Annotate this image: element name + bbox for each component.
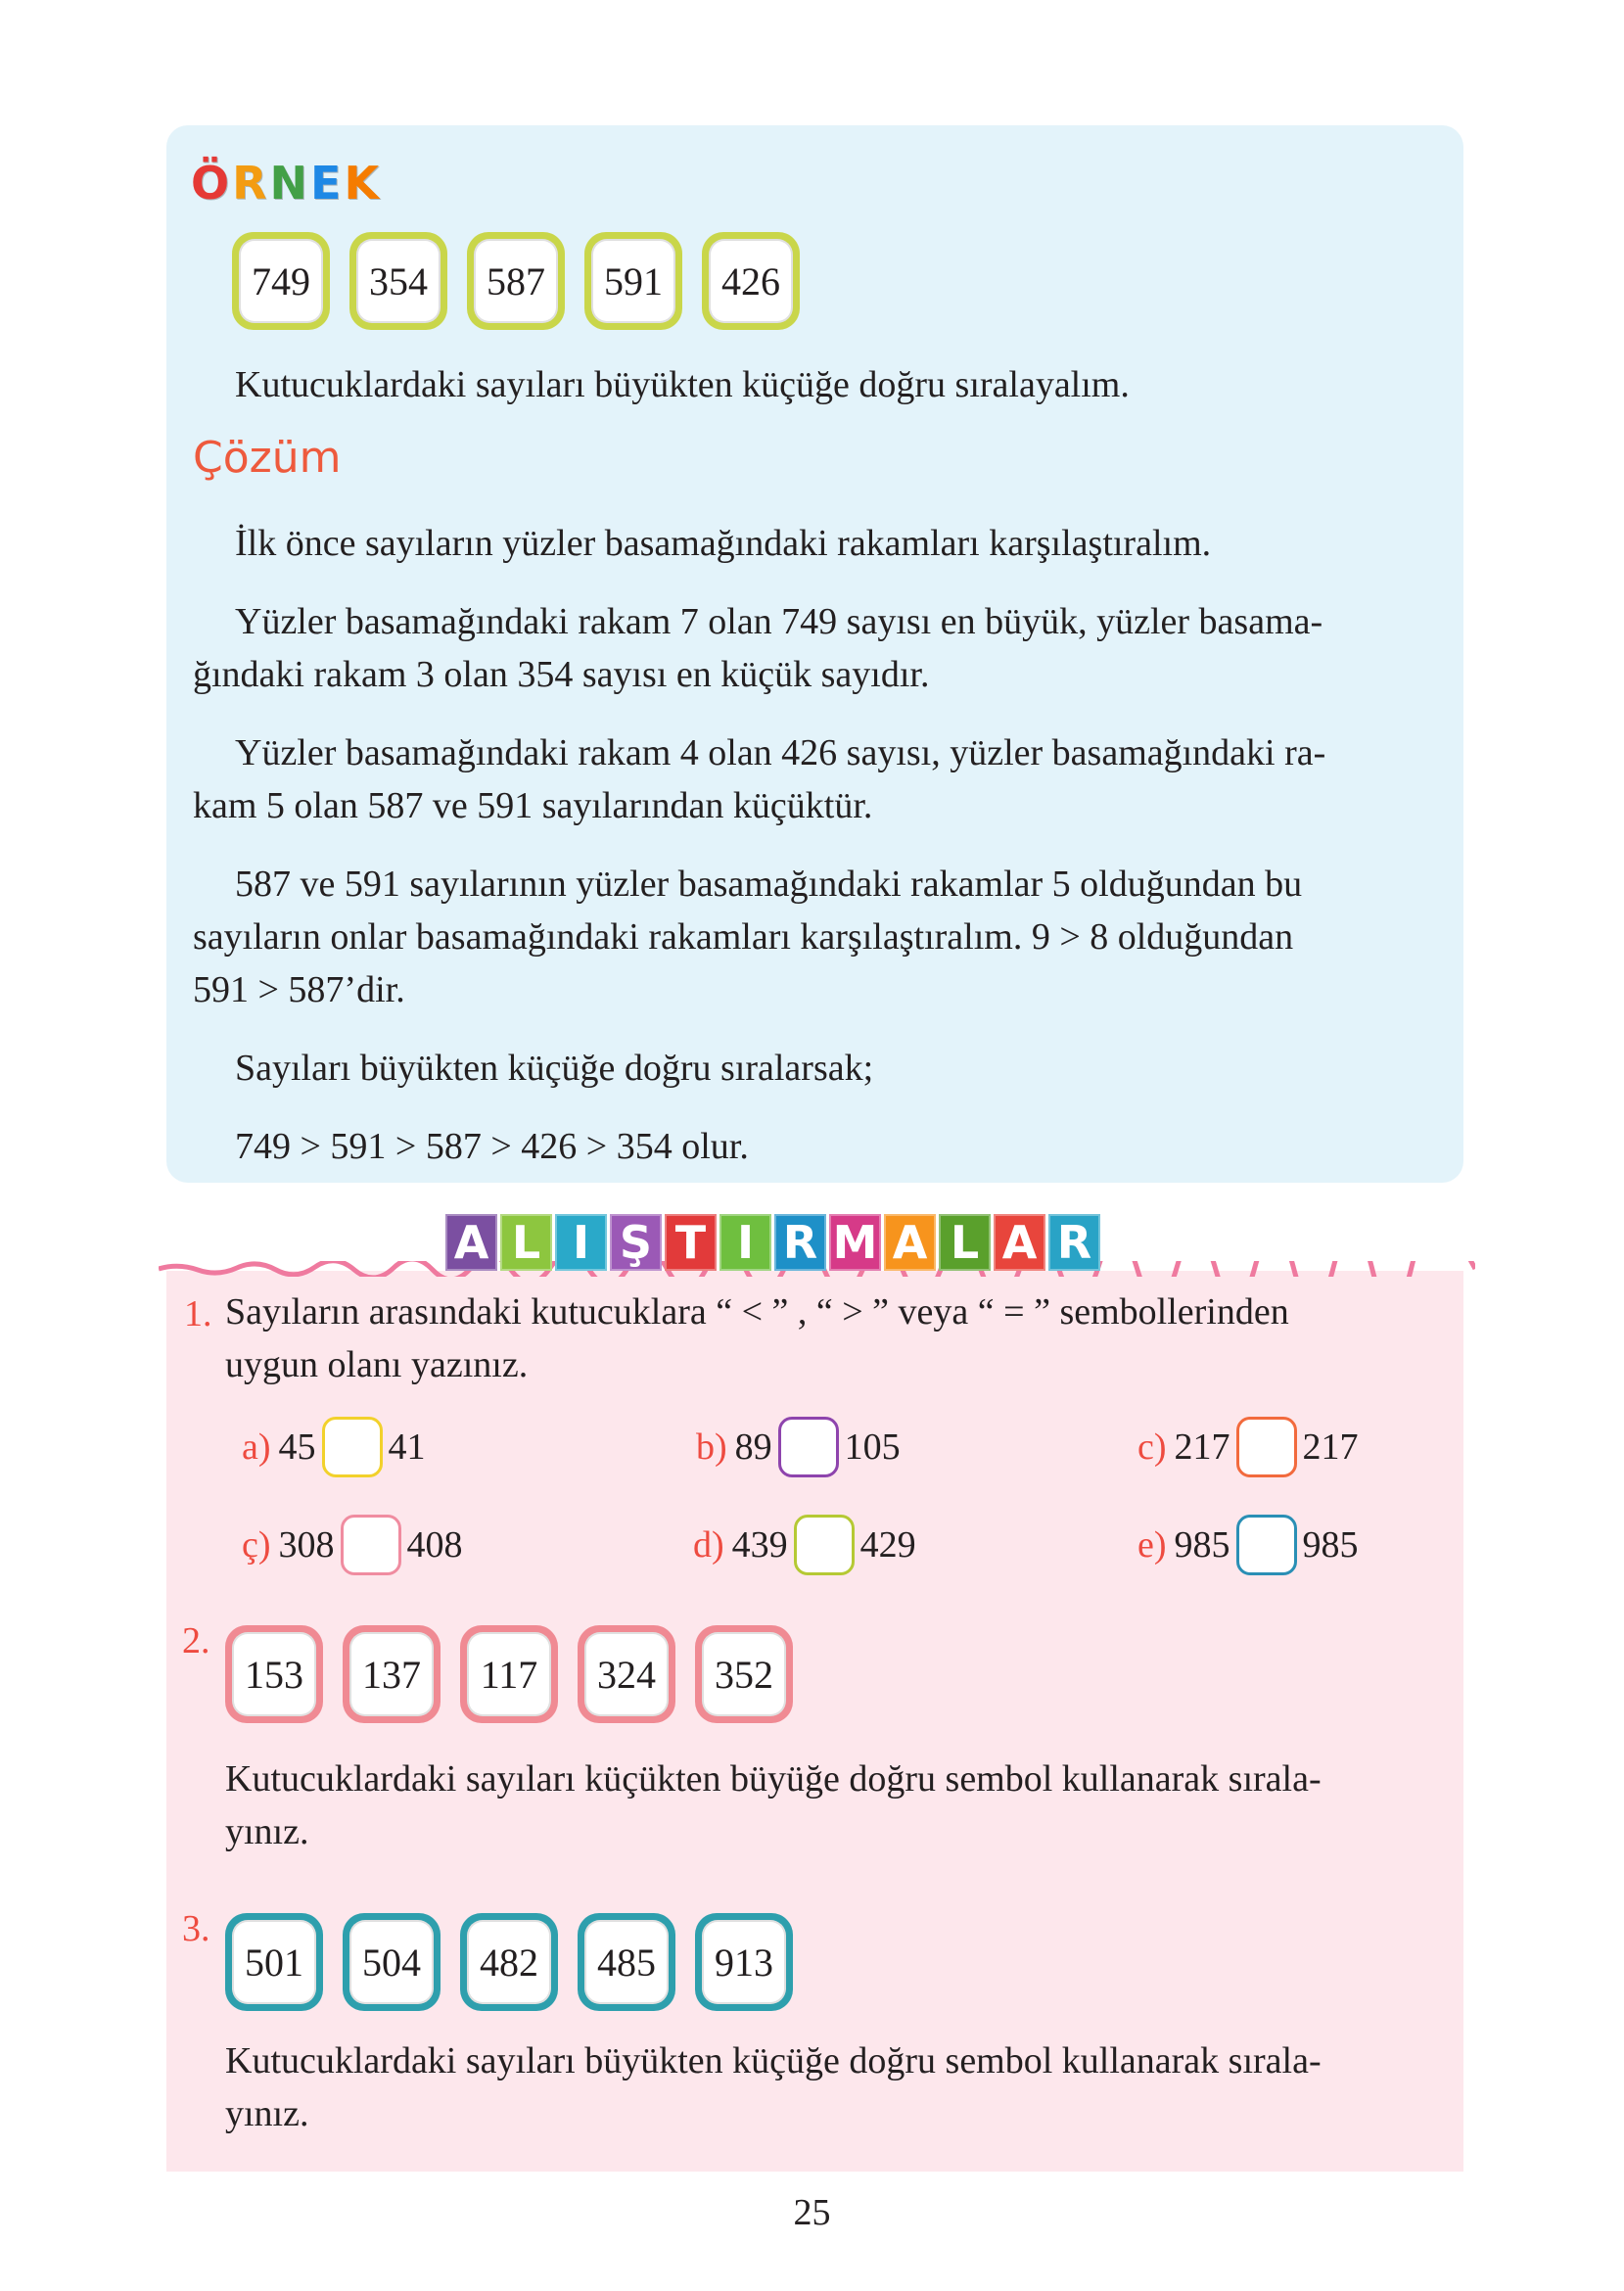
- comparison-item: [1137, 1516, 1359, 1574]
- solution-paragraph: sayıların onlar basamağındaki rakamları karşılaştıralım. 9 > 8 olduğundan: [193, 916, 1294, 958]
- number-box: [467, 232, 565, 330]
- question-text: Kutucuklardaki sayıları küçükten büyüğe doğru sembol kullanarak sırala-: [225, 1758, 1322, 1800]
- item-label: c): [1137, 1426, 1167, 1468]
- q2-number-boxes: [225, 1625, 793, 1723]
- ornek-letter: E: [310, 157, 345, 210]
- title-tile: M: [829, 1214, 881, 1271]
- left-number: 45: [278, 1426, 316, 1468]
- number-box-value: 354: [356, 239, 441, 323]
- item-label: a): [242, 1426, 271, 1468]
- exercises-title: [445, 1214, 1100, 1271]
- comparison-item: [242, 1418, 426, 1476]
- number-box: [695, 1913, 793, 2011]
- number-box: [225, 1913, 323, 2011]
- example-number-boxes: [232, 232, 800, 330]
- number-box-value: 324: [584, 1632, 669, 1716]
- answer-box[interactable]: [341, 1515, 401, 1575]
- left-number: 89: [734, 1426, 772, 1468]
- solution-paragraph: 749 > 591 > 587 > 426 > 354 olur.: [235, 1126, 749, 1167]
- title-tile: R: [774, 1214, 826, 1271]
- answer-box[interactable]: [322, 1417, 383, 1477]
- title-tile: L: [939, 1214, 991, 1271]
- number-box: [343, 1913, 441, 2011]
- title-tile: A: [884, 1214, 936, 1271]
- number-box-value: 913: [702, 1920, 786, 2004]
- number-box-value: 117: [467, 1632, 551, 1716]
- question-text: yınız.: [225, 1811, 309, 1852]
- solution-title: Çözüm: [193, 433, 342, 483]
- solution-paragraph: İlk önce sayıların yüzler basamağındaki rakamları karşılaştıralım.: [235, 523, 1212, 564]
- example-instruction: Kutucuklardaki sayıları büyükten küçüğe doğru sıralayalım.: [235, 364, 1130, 405]
- question-number: 1.: [184, 1293, 212, 1334]
- number-box: [578, 1913, 675, 2011]
- number-box-value: 426: [709, 239, 793, 323]
- comparison-item: [1137, 1418, 1359, 1476]
- left-number: 217: [1174, 1426, 1230, 1468]
- ornek-letter: Ö: [191, 157, 233, 210]
- right-number: 985: [1302, 1524, 1359, 1566]
- number-box: [584, 232, 682, 330]
- number-box-value: 153: [232, 1632, 316, 1716]
- solution-paragraph: 587 ve 591 sayılarının yüzler basamağındaki rakamlar 5 olduğundan bu: [235, 864, 1303, 905]
- question-text: uygun olanı yazınız.: [225, 1344, 529, 1385]
- number-box: [232, 232, 330, 330]
- title-tile: A: [445, 1214, 497, 1271]
- solution-paragraph: Sayıları büyükten küçüğe doğru sıralarsak;: [235, 1048, 874, 1089]
- number-box: [460, 1913, 558, 2011]
- item-label: e): [1137, 1524, 1167, 1566]
- question-number: 2.: [182, 1620, 210, 1661]
- question-text: Kutucuklardaki sayıları büyükten küçüğe doğru sembol kullanarak sırala-: [225, 2040, 1322, 2081]
- answer-box[interactable]: [794, 1515, 855, 1575]
- answer-box[interactable]: [1236, 1515, 1297, 1575]
- solution-paragraph: ğındaki rakam 3 olan 354 sayısı en küçük sayıdır.: [193, 654, 930, 695]
- right-number: 105: [844, 1426, 901, 1468]
- number-box-value: 501: [232, 1920, 316, 2004]
- left-number: 985: [1174, 1524, 1230, 1566]
- solution-paragraph: Yüzler basamağındaki rakam 7 olan 749 sayısı en büyük, yüzler basama-: [235, 601, 1323, 642]
- solution-paragraph: kam 5 olan 587 ve 591 sayılarından küçüktür.: [193, 785, 873, 826]
- number-box: [225, 1625, 323, 1723]
- q3-number-boxes: [225, 1913, 793, 2011]
- number-box-value: 587: [474, 239, 558, 323]
- number-box-value: 482: [467, 1920, 551, 2004]
- ornek-letter: K: [344, 157, 383, 210]
- right-number: 41: [388, 1426, 426, 1468]
- ornek-letter: N: [269, 157, 311, 210]
- comparison-item: [693, 1516, 916, 1574]
- solution-paragraph: Yüzler basamağındaki rakam 4 olan 426 sayısı, yüzler basamağındaki ra-: [235, 732, 1326, 773]
- number-box-value: 749: [239, 239, 323, 323]
- answer-box[interactable]: [1236, 1417, 1297, 1477]
- number-box-value: 137: [349, 1632, 434, 1716]
- comparison-item: [242, 1516, 463, 1574]
- answer-box[interactable]: [778, 1417, 839, 1477]
- number-box-value: 352: [702, 1632, 786, 1716]
- page-number: 25: [793, 2192, 831, 2233]
- left-number: 308: [278, 1524, 335, 1566]
- question-text: yınız.: [225, 2093, 309, 2134]
- number-box: [349, 232, 447, 330]
- title-tile: I: [555, 1214, 607, 1271]
- number-box: [695, 1625, 793, 1723]
- question-number: 3.: [182, 1908, 210, 1949]
- item-label: b): [696, 1426, 727, 1468]
- left-number: 439: [731, 1524, 788, 1566]
- right-number: 217: [1302, 1426, 1359, 1468]
- ornek-letter: R: [232, 157, 270, 210]
- title-tile: Ş: [610, 1214, 662, 1271]
- number-box: [702, 232, 800, 330]
- title-tile: T: [665, 1214, 717, 1271]
- title-tile: L: [500, 1214, 552, 1271]
- number-box: [343, 1625, 441, 1723]
- number-box-value: 504: [349, 1920, 434, 2004]
- title-tile: A: [994, 1214, 1045, 1271]
- number-box: [578, 1625, 675, 1723]
- title-tile: I: [719, 1214, 771, 1271]
- title-tile: R: [1048, 1214, 1100, 1271]
- right-number: 429: [859, 1524, 916, 1566]
- right-number: 408: [406, 1524, 463, 1566]
- question-text: Sayıların arasındaki kutucuklara “ < ” , “ > ” veya “ = ” sembollerinden: [225, 1291, 1289, 1333]
- solution-paragraph: 591 > 587’dir.: [193, 969, 405, 1010]
- comparison-item: [696, 1418, 901, 1476]
- number-box-value: 485: [584, 1920, 669, 2004]
- item-label: ç): [242, 1524, 271, 1566]
- ornek-title: [191, 157, 382, 210]
- item-label: d): [693, 1524, 724, 1566]
- number-box-value: 591: [591, 239, 675, 323]
- number-box: [460, 1625, 558, 1723]
